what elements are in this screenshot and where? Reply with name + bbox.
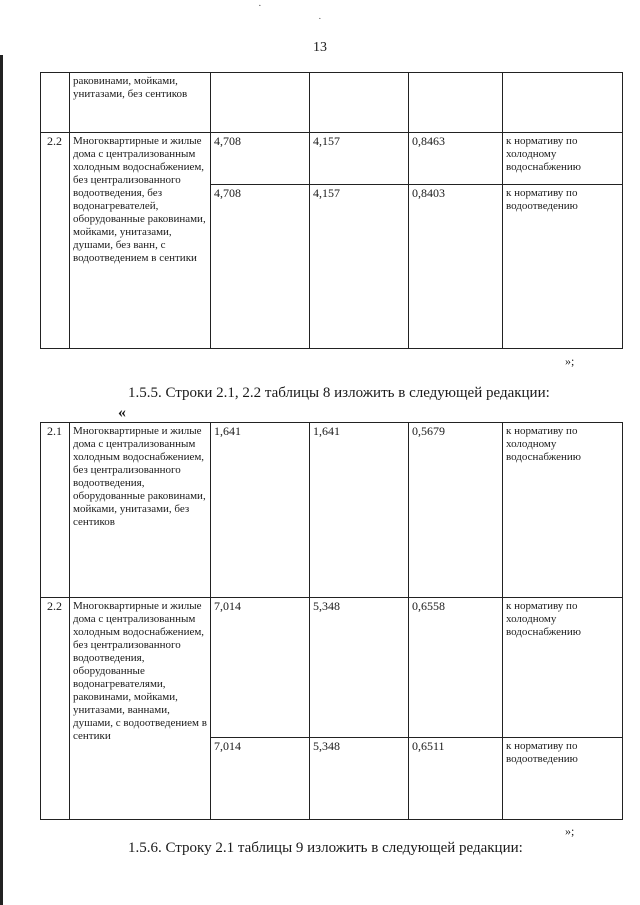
row-description: раковинами, мойками, унитазами, без сентиков: [70, 73, 211, 133]
instruction-paragraph: 1.5.6. Строку 2.1 таблицы 9 изложить в следующей редакции:: [128, 840, 523, 856]
value-cell: 5,348: [310, 598, 409, 738]
value-cell: 0,8403: [409, 185, 503, 349]
table-row: [41, 423, 623, 598]
note-cell: к нормативу по холодному водоснабжению: [503, 133, 623, 185]
table-row: [41, 598, 623, 738]
table-8-rows: [40, 422, 623, 820]
row-number: [41, 73, 70, 133]
note-cell: [503, 73, 623, 133]
row-number: 2.2: [41, 598, 70, 820]
value-cell: [409, 73, 503, 133]
opening-quote: «: [118, 404, 126, 421]
note-cell: к нормативу по холодному водоснабжению: [503, 598, 623, 738]
value-cell: 0,6511: [409, 738, 503, 820]
value-cell: 4,708: [211, 133, 310, 185]
value-cell: 7,014: [211, 598, 310, 738]
row-number: 2.1: [41, 423, 70, 598]
value-cell: 1,641: [211, 423, 310, 598]
value-cell: 4,157: [310, 133, 409, 185]
value-cell: 4,708: [211, 185, 310, 349]
note-cell: к нормативу по водоотведению: [503, 738, 623, 820]
note-cell: к нормативу по водоотведению: [503, 185, 623, 349]
value-cell: 7,014: [211, 738, 310, 820]
table-row: [41, 73, 623, 133]
note-cell: к нормативу по холодному водоснабжению: [503, 423, 623, 598]
scan-speck: ·: [258, 0, 261, 12]
value-cell: [211, 73, 310, 133]
row-description: Многоквартирные и жилые дома с централизованным холодным водоснабжением, без централизованного водоотведения, оборудованные раковинами, мойками, унитазами, без сентиков: [70, 423, 211, 598]
value-cell: 0,8463: [409, 133, 503, 185]
scan-left-edge: [0, 55, 3, 905]
value-cell: [310, 73, 409, 133]
table-continuation: [40, 72, 623, 349]
value-cell: 5,348: [310, 738, 409, 820]
row-number: 2.2: [41, 133, 70, 349]
scan-speck: ˙: [318, 16, 321, 28]
value-cell: 0,5679: [409, 423, 503, 598]
table-row: [41, 133, 623, 185]
row-description: Многоквартирные и жилые дома с централизованным холодным водоснабжением, без централизованного водоотведения, без водонагревателей, оборудованные раковинами, мойками, унитазами, душами, без ванн, с водоотведением в сентики: [70, 133, 211, 349]
value-cell: 1,641: [310, 423, 409, 598]
closing-quote: »;: [565, 354, 575, 368]
value-cell: 4,157: [310, 185, 409, 349]
closing-quote: »;: [565, 824, 575, 838]
instruction-paragraph: 1.5.5. Строки 2.1, 2.2 таблицы 8 изложить в следующей редакции:: [128, 385, 550, 401]
row-description: Многоквартирные и жилые дома с централизованным холодным водоснабжением, без централизованного водоотведения, оборудованные водонагревателями, раковинами, мойками, унитазами, ваннами, душами, с водоотведением в сентики: [70, 598, 211, 820]
value-cell: 0,6558: [409, 598, 503, 738]
page-number: 13: [313, 40, 327, 55]
